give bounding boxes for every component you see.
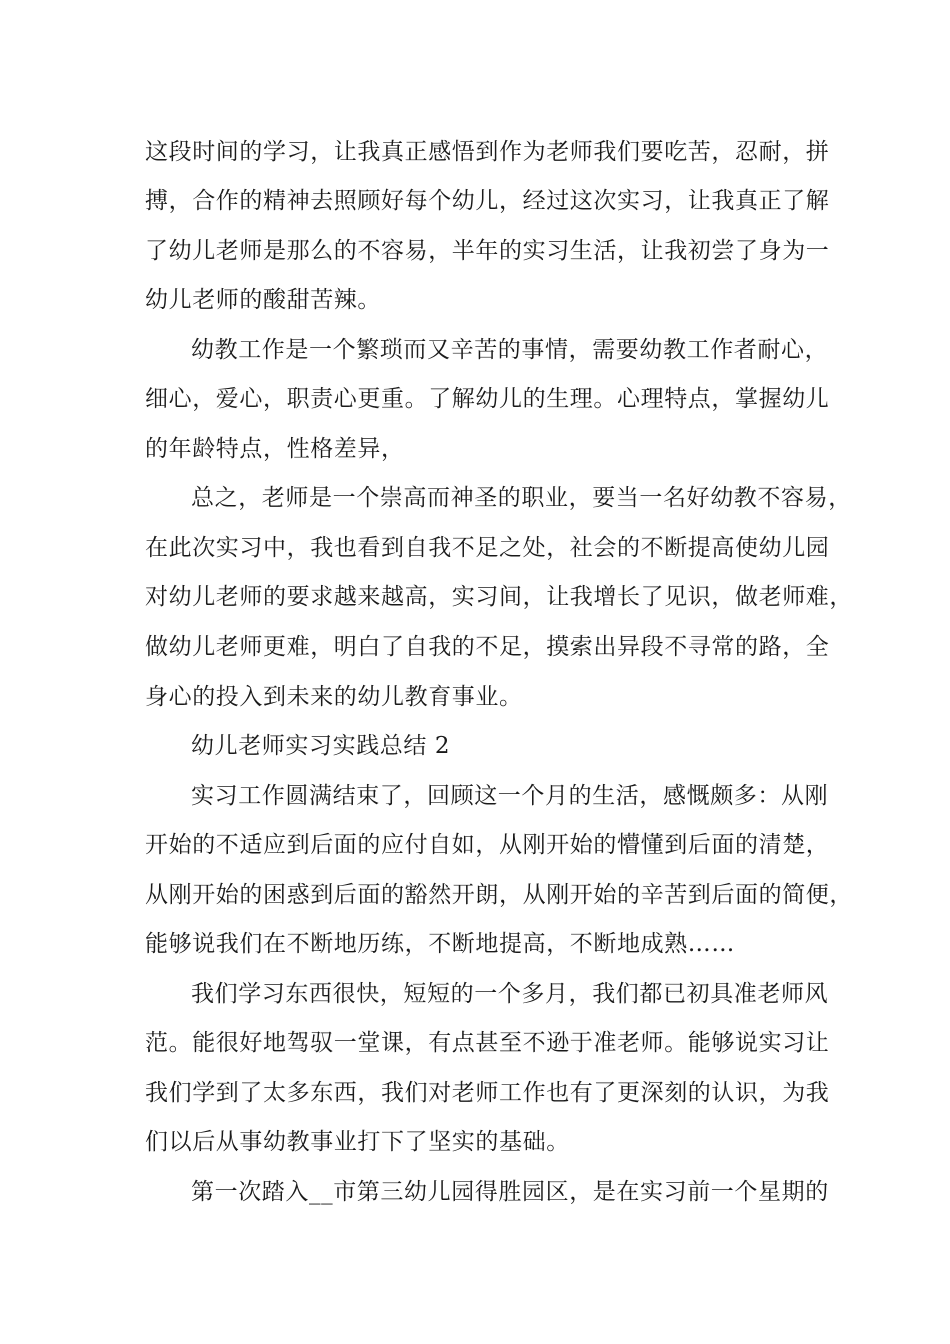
text-line: 对幼儿老师的要求越来越高，实习间，让我增长了见识，做老师难， xyxy=(145,584,853,610)
text-line: 细心，爱心，职责心更重。了解幼儿的生理。心理特点，掌握幼儿 xyxy=(145,386,830,412)
text-line: 我们学到了太多东西，我们对老师工作也有了更深刻的认识，为我 xyxy=(145,1080,830,1106)
paragraph-first-line: 总之，老师是一个崇高而神圣的职业，要当一名好幼教不容易， xyxy=(191,485,852,511)
text-line: 幼儿老师的酸甜苦辣。 xyxy=(145,287,381,313)
text-line: 这段时间的学习，让我真正感悟到作为老师我们要吃苦，忍耐，拼 xyxy=(145,139,830,165)
section-heading: 幼儿老师实习实践总结 2 xyxy=(191,733,451,759)
text-line: 做幼儿老师更难，明白了自我的不足，摸索出异段不寻常的路，全 xyxy=(145,634,830,660)
text-line: 范。能很好地驾驭一堂课，有点甚至不逊于准老师。能够说实习让 xyxy=(145,1030,830,1056)
paragraph-first-line: 幼教工作是一个繁琐而又辛苦的事情，需要幼教工作者耐心， xyxy=(191,337,829,363)
text-line: 的年龄特点，性格差异， xyxy=(145,436,405,462)
paragraph-first-line: 实习工作圆满结束了，回顾这一个月的生活，感慨颇多：从刚 xyxy=(191,783,829,809)
text-line: 们以后从事幼教事业打下了坚实的基础。 xyxy=(145,1129,570,1155)
text-line: 能够说我们在不断地历练，不断地提高，不断地成熟…… xyxy=(145,931,735,957)
paragraph-first-line: 第一次踏入__市第三幼儿园得胜园区，是在实习前一个星期的 xyxy=(191,1179,829,1205)
text-line: 在此次实习中，我也看到自我不足之处，社会的不断提高使幼儿园 xyxy=(145,535,830,561)
text-line: 开始的不适应到后面的应付自如，从刚开始的懵懂到后面的清楚， xyxy=(145,832,830,858)
text-line: 搏，合作的精神去照顾好每个幼儿，经过这次实习，让我真正了解 xyxy=(145,188,830,214)
text-line: 了幼儿老师是那么的不容易，半年的实习生活，让我初尝了身为一 xyxy=(145,238,830,264)
text-line: 从刚开始的困惑到后面的豁然开朗，从刚开始的辛苦到后面的简便， xyxy=(145,882,853,908)
text-line: 身心的投入到未来的幼儿教育事业。 xyxy=(145,684,523,710)
paragraph-first-line: 我们学习东西很快，短短的一个多月，我们都已初具准老师风 xyxy=(191,981,829,1007)
